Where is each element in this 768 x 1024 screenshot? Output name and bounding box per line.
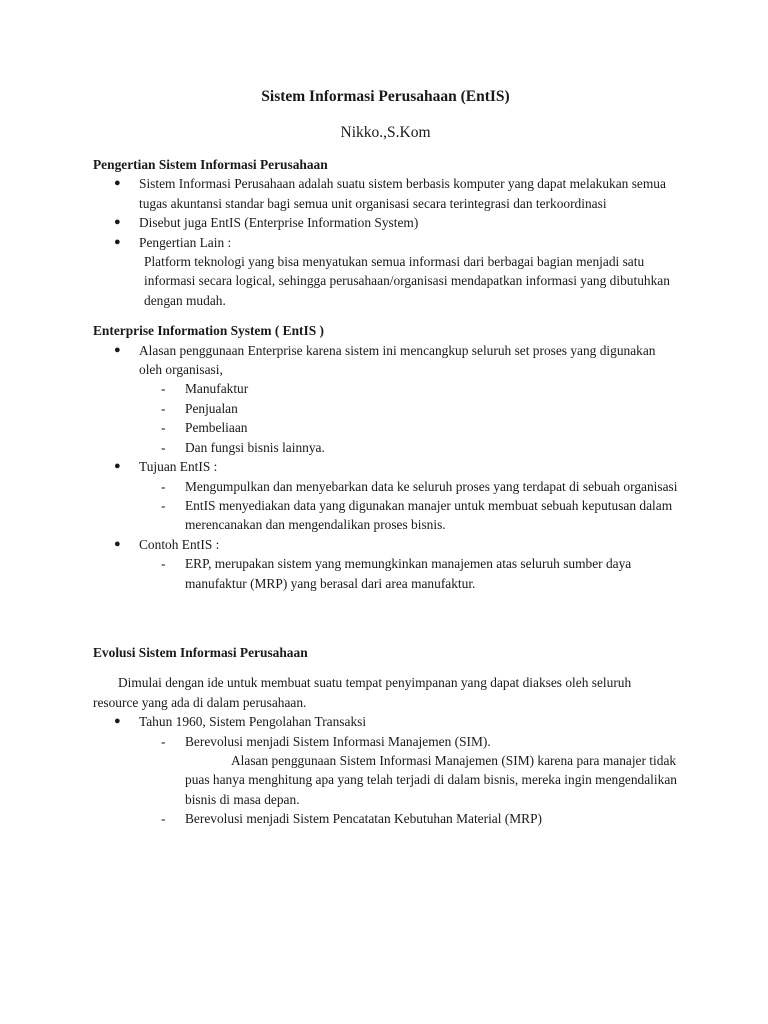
document-title: Sistem Informasi Perusahaan (EntIS)	[261, 88, 510, 105]
bullet-list-pengertian	[93, 174, 678, 310]
dash-list-item	[139, 477, 678, 496]
dash-icon: -	[161, 400, 166, 416]
list-item	[93, 341, 678, 457]
bullet-list-evolusi	[93, 712, 678, 828]
dash-list-item	[139, 379, 678, 398]
dash-list-item	[139, 732, 678, 810]
dash-item-text: Penjualan	[185, 400, 238, 416]
dash-item-text: EntIS menyediakan data yang digunakan manajer untuk membuat sebuah keputusan dalam merencanakan dan mengendalikan proses bisnis.	[185, 497, 673, 533]
bullet-icon: ●	[114, 235, 121, 248]
dash-icon: -	[161, 478, 166, 494]
dash-item-text: Berevolusi menjadi Sistem Informasi Manajemen (SIM).	[185, 733, 491, 749]
dash-icon: -	[161, 733, 166, 749]
dash-item-text: Berevolusi menjadi Sistem Pencatatan Kebutuhan Material (MRP)	[185, 811, 543, 827]
dash-list	[139, 732, 678, 829]
dash-list-item	[139, 399, 678, 418]
dash-icon: -	[161, 556, 166, 572]
dash-item-text: ERP, merupakan sistem yang memungkinkan manajemen atas seluruh sumber daya manufaktur (MRP) yang berasal dari area manufaktur.	[185, 556, 632, 591]
list-item-text: Tujuan EntIS :	[139, 459, 218, 475]
dash-item-text: Pembeliaan	[185, 420, 248, 436]
dash-icon: -	[161, 439, 166, 455]
dash-list-item	[139, 496, 678, 535]
list-item-text: Alasan penggunaan Enterprise karena sistem ini mencangkup seluruh set proses yang digunakan oleh organisasi,	[139, 342, 656, 378]
list-item-text: Pengertian Lain :	[139, 234, 232, 250]
list-item-text: Sistem Informasi Perusahaan adalah suatu sistem berbasis komputer yang dapat melakukan semua tugas akuntansi standar bagi semua unit organisasi secara terintegrasi dan terkoordinasi	[139, 176, 666, 211]
bullet-icon: ●	[114, 216, 121, 229]
list-item	[93, 457, 678, 535]
dash-icon: -	[161, 420, 166, 436]
section-heading-entis: Enterprise Information System ( EntIS )	[93, 323, 324, 339]
dash-item-text: Manufaktur	[185, 381, 249, 397]
list-item	[93, 213, 678, 232]
bullet-icon: ●	[114, 715, 121, 728]
list-item-text: Contoh EntIS :	[139, 536, 220, 552]
bullet-icon: ●	[114, 460, 121, 473]
list-item	[93, 174, 678, 213]
section-heading-evolusi: Evolusi Sistem Informasi Perusahaan	[93, 644, 308, 660]
bullet-icon: ●	[114, 343, 121, 356]
bullet-list-entis	[93, 341, 678, 593]
list-item	[93, 535, 678, 593]
dash-list	[139, 554, 678, 593]
dash-list	[139, 379, 678, 457]
dash-icon: -	[161, 497, 166, 513]
dash-icon: -	[161, 811, 166, 827]
list-item	[93, 712, 678, 828]
dash-list	[139, 477, 678, 535]
list-item	[93, 233, 678, 311]
dash-list-item	[139, 554, 678, 593]
bullet-icon: ●	[114, 177, 121, 190]
dash-list-item	[139, 438, 678, 457]
list-item-paragraph: Platform teknologi yang bisa menyatukan semua informasi dari berbagai bagian menjadi satu informasi secara logical, sehingga perusahaan/organisasi mendapatkan informasi yang dibutuhkan dengan mudah.	[144, 254, 670, 308]
dash-item-text: Dan fungsi bisnis lainnya.	[185, 439, 325, 455]
document-page	[93, 86, 678, 829]
list-item-text: Tahun 1960, Sistem Pengolahan Transaksi	[139, 714, 367, 730]
document-author: Nikko.,S.Kom	[340, 124, 431, 141]
dash-list-item	[139, 418, 678, 437]
bullet-icon: ●	[114, 537, 121, 550]
dash-item-note: Alasan penggunaan Sistem Informasi Manajemen (SIM) karena para manajer tidak puas hanya menghitung apa yang telah terjadi di dalam bisnis, mereka ingin mengendalikan bisnis di masa depan.	[185, 752, 677, 807]
dash-item-text: Mengumpulkan dan menyebarkan data ke seluruh proses yang terdapat di sebuah organisasi	[185, 478, 678, 494]
list-item-text: Disebut juga EntIS (Enterprise Information System)	[139, 215, 419, 231]
dash-icon: -	[161, 381, 166, 397]
dash-list-item	[139, 809, 678, 828]
section-heading-pengertian: Pengertian Sistem Informasi Perusahaan	[93, 157, 328, 172]
section-paragraph: Dimulai dengan ide untuk membuat suatu tempat penyimpanan yang dapat diakses oleh seluruh resource yang ada di dalam perusahaan.	[93, 675, 632, 710]
